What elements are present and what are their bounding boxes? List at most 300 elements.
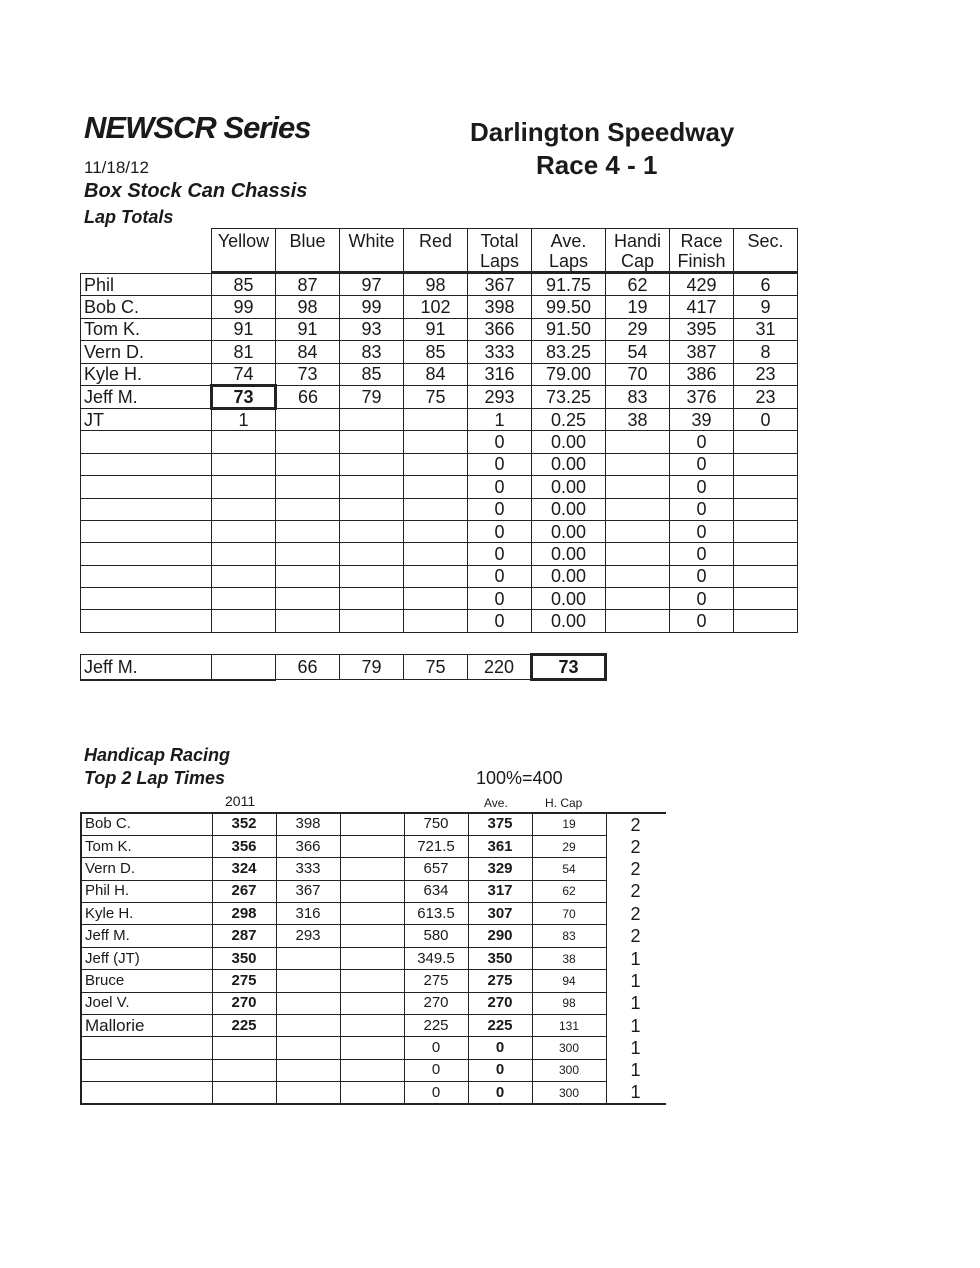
table-cell: 366 bbox=[276, 835, 340, 857]
table-cell bbox=[340, 565, 404, 587]
table-cell: 429 bbox=[670, 274, 734, 296]
driver-name bbox=[81, 543, 212, 565]
table-cell: 0 bbox=[468, 610, 532, 632]
table-cell: 91.50 bbox=[532, 318, 606, 340]
table-cell bbox=[606, 543, 670, 565]
table-cell: 75 bbox=[404, 385, 468, 408]
table-row bbox=[81, 431, 798, 453]
table-cell bbox=[340, 813, 404, 835]
table-cell bbox=[606, 431, 670, 453]
column-header bbox=[532, 229, 606, 273]
table-cell: 84 bbox=[276, 341, 340, 363]
table-cell bbox=[606, 588, 670, 610]
year-label: 2011 bbox=[225, 793, 256, 809]
table-cell: 329 bbox=[468, 858, 532, 880]
table-cell: 73 bbox=[212, 385, 276, 408]
table-cell bbox=[276, 588, 340, 610]
table-cell: 613.5 bbox=[404, 903, 468, 925]
table-cell: 1 bbox=[468, 408, 532, 430]
table-cell: 395 bbox=[670, 318, 734, 340]
table-cell: 83 bbox=[532, 925, 606, 947]
table-cell: 0.00 bbox=[532, 431, 606, 453]
table-cell: 73 bbox=[276, 363, 340, 385]
table-cell bbox=[212, 610, 276, 632]
percent-note: 100%=400 bbox=[476, 768, 563, 788]
table-cell: 0 bbox=[468, 543, 532, 565]
driver-name: Jeff M. bbox=[81, 925, 212, 947]
table-row bbox=[81, 588, 798, 610]
table-cell: 316 bbox=[468, 363, 532, 385]
table-cell: 267 bbox=[212, 880, 276, 902]
table-cell bbox=[276, 610, 340, 632]
table-cell bbox=[606, 565, 670, 587]
table-cell: 6 bbox=[734, 274, 798, 296]
table-cell: 0 bbox=[468, 453, 532, 475]
table-cell: 131 bbox=[532, 1015, 606, 1037]
table-cell: 8 bbox=[734, 341, 798, 363]
heat-count: 1 bbox=[630, 1082, 641, 1103]
table-cell: 298 bbox=[212, 903, 276, 925]
table-row bbox=[81, 565, 798, 587]
table-row bbox=[81, 835, 666, 857]
summary-table bbox=[80, 653, 607, 681]
lap-totals-table bbox=[80, 273, 798, 633]
table-row bbox=[81, 318, 798, 340]
table-cell: 316 bbox=[276, 903, 340, 925]
table-cell: 62 bbox=[606, 274, 670, 296]
table-cell bbox=[276, 1082, 340, 1104]
table-cell: 54 bbox=[606, 341, 670, 363]
table-cell: 0.00 bbox=[532, 476, 606, 498]
table-cell: 0 bbox=[670, 588, 734, 610]
table-cell: 98 bbox=[404, 274, 468, 296]
table-cell bbox=[404, 543, 468, 565]
table-cell: 0.00 bbox=[532, 543, 606, 565]
heat-count: 1 bbox=[630, 1038, 641, 1059]
heat-count: 1 bbox=[630, 948, 641, 969]
table-cell bbox=[606, 520, 670, 542]
table-cell bbox=[734, 453, 798, 475]
table-cell: 83.25 bbox=[532, 341, 606, 363]
table-cell: 398 bbox=[468, 296, 532, 318]
column-header bbox=[340, 229, 404, 273]
driver-name: Vern D. bbox=[81, 341, 212, 363]
table-cell bbox=[404, 565, 468, 587]
table-cell: 307 bbox=[468, 903, 532, 925]
table-cell: 361 bbox=[468, 835, 532, 857]
table-cell: 333 bbox=[468, 341, 532, 363]
table-cell: 275 bbox=[404, 970, 468, 992]
table-cell: 79.00 bbox=[532, 363, 606, 385]
table-cell bbox=[212, 1037, 276, 1059]
table-cell: 366 bbox=[468, 318, 532, 340]
table-cell bbox=[340, 588, 404, 610]
summary-cell: 79 bbox=[340, 655, 404, 680]
table-row bbox=[81, 520, 798, 542]
driver-name bbox=[81, 565, 212, 587]
table-cell: 417 bbox=[670, 296, 734, 318]
hcap-label: H. Cap bbox=[545, 796, 583, 810]
class-title: Box Stock Can Chassis bbox=[84, 180, 308, 202]
table-cell: 81 bbox=[212, 341, 276, 363]
table-cell bbox=[276, 1015, 340, 1037]
driver-name: Vern D. bbox=[81, 858, 212, 880]
table-cell: 293 bbox=[276, 925, 340, 947]
table-cell: 275 bbox=[212, 970, 276, 992]
table-cell bbox=[404, 453, 468, 475]
column-header-line1: Total bbox=[480, 231, 519, 251]
driver-name: Jeff M. bbox=[81, 385, 212, 408]
column-header-line1: Yellow bbox=[217, 231, 270, 251]
column-header-line1: Race bbox=[680, 231, 723, 251]
table-cell: 293 bbox=[468, 385, 532, 408]
table-cell: 750 bbox=[404, 813, 468, 835]
summary-cell: 66 bbox=[276, 655, 340, 680]
lap-table-header bbox=[211, 228, 798, 274]
table-cell: 91 bbox=[212, 318, 276, 340]
table-row bbox=[81, 274, 798, 296]
table-cell bbox=[404, 476, 468, 498]
table-cell bbox=[404, 431, 468, 453]
table-row bbox=[81, 970, 666, 992]
table-cell bbox=[734, 543, 798, 565]
table-cell: 29 bbox=[532, 835, 606, 857]
table-cell: 62 bbox=[532, 880, 606, 902]
table-cell: 287 bbox=[212, 925, 276, 947]
column-header-line2: Finish bbox=[677, 251, 726, 271]
table-row bbox=[81, 498, 798, 520]
table-cell: 0 bbox=[404, 1059, 468, 1081]
table-cell bbox=[340, 431, 404, 453]
summary-row bbox=[81, 655, 606, 680]
heat-count: 2 bbox=[630, 814, 641, 835]
table-cell: 270 bbox=[468, 992, 532, 1014]
ave-label: Ave. bbox=[484, 796, 508, 810]
table-cell bbox=[340, 453, 404, 475]
table-cell: 0 bbox=[468, 565, 532, 587]
column-header-line2: Laps bbox=[548, 251, 589, 271]
table-cell bbox=[734, 498, 798, 520]
table-cell: 0 bbox=[404, 1037, 468, 1059]
table-cell: 367 bbox=[276, 880, 340, 902]
table-cell bbox=[212, 453, 276, 475]
table-cell: 0 bbox=[670, 565, 734, 587]
table-cell: 66 bbox=[276, 385, 340, 408]
driver-name bbox=[81, 498, 212, 520]
table-cell: 70 bbox=[532, 903, 606, 925]
driver-name: Phil bbox=[81, 274, 212, 296]
table-cell: 85 bbox=[340, 363, 404, 385]
table-cell: 84 bbox=[404, 363, 468, 385]
column-header-line2: Laps bbox=[479, 251, 520, 271]
table-cell: 386 bbox=[670, 363, 734, 385]
table-cell: 0 bbox=[670, 543, 734, 565]
table-cell: 85 bbox=[404, 341, 468, 363]
table-cell bbox=[212, 1082, 276, 1104]
table-cell bbox=[276, 565, 340, 587]
table-row bbox=[81, 1059, 666, 1081]
table-cell bbox=[340, 858, 404, 880]
table-row bbox=[81, 1037, 666, 1059]
heat-count: 2 bbox=[630, 903, 641, 924]
table-cell: 9 bbox=[734, 296, 798, 318]
driver-name bbox=[81, 1059, 212, 1081]
table-cell bbox=[276, 520, 340, 542]
table-cell bbox=[606, 476, 670, 498]
table-cell: 300 bbox=[532, 1059, 606, 1081]
table-cell: 0 bbox=[468, 1082, 532, 1104]
table-cell bbox=[340, 970, 404, 992]
table-row bbox=[81, 543, 798, 565]
table-cell bbox=[212, 1059, 276, 1081]
table-cell: 0.00 bbox=[532, 565, 606, 587]
table-cell: 1 bbox=[212, 408, 276, 430]
column-header bbox=[468, 229, 532, 273]
table-cell bbox=[212, 498, 276, 520]
column-header-line1: White bbox=[348, 231, 395, 251]
table-cell bbox=[606, 498, 670, 520]
race-title: Race 4 - 1 bbox=[536, 150, 658, 180]
summary-cell: 73 bbox=[532, 655, 606, 680]
table-cell: 0 bbox=[468, 476, 532, 498]
table-cell: 275 bbox=[468, 970, 532, 992]
handicap-title: Handicap Racing bbox=[84, 745, 231, 765]
column-header bbox=[212, 229, 276, 273]
table-row bbox=[81, 363, 798, 385]
table-cell: 54 bbox=[532, 858, 606, 880]
table-row bbox=[81, 858, 666, 880]
table-cell bbox=[340, 610, 404, 632]
table-cell: 38 bbox=[532, 947, 606, 969]
table-cell: 350 bbox=[212, 947, 276, 969]
table-row bbox=[81, 947, 666, 969]
driver-name bbox=[81, 1037, 212, 1059]
table-cell: 0 bbox=[468, 498, 532, 520]
heat-count: 2 bbox=[630, 881, 641, 902]
table-cell bbox=[340, 543, 404, 565]
table-cell: 324 bbox=[212, 858, 276, 880]
table-cell: 0 bbox=[468, 520, 532, 542]
table-row bbox=[81, 453, 798, 475]
table-cell: 79 bbox=[340, 385, 404, 408]
driver-name: Tom K. bbox=[81, 318, 212, 340]
column-header bbox=[404, 229, 468, 273]
table-cell: 0 bbox=[734, 408, 798, 430]
column-header-line1: Blue bbox=[289, 231, 326, 251]
column-header bbox=[276, 229, 340, 273]
column-header-line1: Sec. bbox=[747, 231, 784, 251]
driver-name bbox=[81, 520, 212, 542]
table-cell bbox=[212, 520, 276, 542]
driver-name: Tom K. bbox=[81, 835, 212, 857]
table-cell bbox=[212, 565, 276, 587]
table-cell: 91 bbox=[404, 318, 468, 340]
table-cell bbox=[340, 1037, 404, 1059]
table-cell: 225 bbox=[404, 1015, 468, 1037]
table-cell bbox=[404, 408, 468, 430]
driver-name: Jeff (JT) bbox=[81, 947, 212, 969]
table-cell bbox=[276, 408, 340, 430]
race-date: 11/18/12 bbox=[84, 158, 149, 177]
table-cell: 19 bbox=[532, 813, 606, 835]
table-cell: 0 bbox=[468, 1059, 532, 1081]
table-cell: 23 bbox=[734, 363, 798, 385]
table-row bbox=[81, 813, 666, 835]
table-row bbox=[81, 992, 666, 1014]
handicap-table bbox=[80, 812, 666, 1105]
driver-name: Bob C. bbox=[81, 296, 212, 318]
series-title: NEWSCR Series bbox=[84, 110, 311, 145]
table-cell: 367 bbox=[468, 274, 532, 296]
table-cell bbox=[734, 565, 798, 587]
column-header-line1: Ave. bbox=[550, 231, 587, 251]
table-row bbox=[81, 476, 798, 498]
table-cell: 0.00 bbox=[532, 453, 606, 475]
table-cell: 0 bbox=[670, 498, 734, 520]
table-cell: 398 bbox=[276, 813, 340, 835]
table-cell: 98 bbox=[532, 992, 606, 1014]
table-row bbox=[81, 880, 666, 902]
table-cell bbox=[276, 498, 340, 520]
table-cell: 29 bbox=[606, 318, 670, 340]
table-cell bbox=[340, 947, 404, 969]
table-cell bbox=[276, 1037, 340, 1059]
table-cell bbox=[404, 610, 468, 632]
heat-count: 2 bbox=[630, 836, 641, 857]
table-cell bbox=[276, 543, 340, 565]
table-cell: 0 bbox=[468, 588, 532, 610]
table-cell: 375 bbox=[468, 813, 532, 835]
table-cell: 0 bbox=[468, 1037, 532, 1059]
table-cell bbox=[276, 476, 340, 498]
driver-name: Mallorie bbox=[81, 1015, 212, 1037]
table-cell: 300 bbox=[532, 1037, 606, 1059]
heat-count: 1 bbox=[630, 970, 641, 991]
table-cell bbox=[340, 1015, 404, 1037]
table-cell: 0 bbox=[404, 1082, 468, 1104]
table-cell bbox=[734, 520, 798, 542]
table-cell bbox=[276, 947, 340, 969]
table-cell: 91.75 bbox=[532, 274, 606, 296]
table-cell bbox=[606, 453, 670, 475]
table-cell: 0.00 bbox=[532, 520, 606, 542]
table-cell: 0 bbox=[670, 476, 734, 498]
driver-name bbox=[81, 610, 212, 632]
table-cell: 0.25 bbox=[532, 408, 606, 430]
table-cell bbox=[340, 498, 404, 520]
table-cell: 38 bbox=[606, 408, 670, 430]
table-row bbox=[81, 385, 798, 408]
table-cell bbox=[212, 431, 276, 453]
table-row bbox=[81, 408, 798, 430]
driver-name: Bruce bbox=[81, 970, 212, 992]
summary-cell: 220 bbox=[468, 655, 532, 680]
table-cell bbox=[340, 1059, 404, 1081]
driver-name: Kyle H. bbox=[81, 363, 212, 385]
table-cell: 376 bbox=[670, 385, 734, 408]
driver-name: JT bbox=[81, 408, 212, 430]
table-row bbox=[81, 903, 666, 925]
table-cell bbox=[606, 610, 670, 632]
handicap-subtitle: Top 2 Lap Times bbox=[84, 768, 226, 788]
heat-count: 1 bbox=[630, 1060, 641, 1081]
table-cell: 356 bbox=[212, 835, 276, 857]
summary-cell bbox=[212, 655, 276, 680]
table-cell bbox=[404, 588, 468, 610]
table-cell: 97 bbox=[340, 274, 404, 296]
table-cell: 0 bbox=[670, 431, 734, 453]
table-cell bbox=[340, 903, 404, 925]
table-cell: 94 bbox=[532, 970, 606, 992]
table-cell: 225 bbox=[468, 1015, 532, 1037]
track-title: Darlington Speedway bbox=[470, 117, 735, 147]
table-cell: 93 bbox=[340, 318, 404, 340]
table-cell: 102 bbox=[404, 296, 468, 318]
table-cell: 0.00 bbox=[532, 588, 606, 610]
table-cell bbox=[340, 992, 404, 1014]
heat-count: 1 bbox=[630, 993, 641, 1014]
table-cell bbox=[340, 476, 404, 498]
table-cell: 0 bbox=[468, 431, 532, 453]
table-cell: 70 bbox=[606, 363, 670, 385]
table-cell: 225 bbox=[212, 1015, 276, 1037]
driver-name: Bob C. bbox=[81, 813, 212, 835]
driver-name bbox=[81, 476, 212, 498]
table-cell: 270 bbox=[404, 992, 468, 1014]
column-header bbox=[606, 229, 670, 273]
table-cell: 99.50 bbox=[532, 296, 606, 318]
table-cell: 19 bbox=[606, 296, 670, 318]
table-cell: 270 bbox=[212, 992, 276, 1014]
table-cell: 83 bbox=[606, 385, 670, 408]
section-title: Lap Totals bbox=[84, 207, 174, 227]
table-cell: 0 bbox=[670, 453, 734, 475]
table-cell: 98 bbox=[276, 296, 340, 318]
table-cell: 99 bbox=[212, 296, 276, 318]
driver-name bbox=[81, 431, 212, 453]
table-cell: 352 bbox=[212, 813, 276, 835]
table-row bbox=[81, 925, 666, 947]
table-cell: 350 bbox=[468, 947, 532, 969]
table-cell: 317 bbox=[468, 880, 532, 902]
table-cell: 0 bbox=[670, 520, 734, 542]
table-cell: 31 bbox=[734, 318, 798, 340]
table-cell bbox=[340, 408, 404, 430]
header-row bbox=[212, 229, 798, 273]
table-cell bbox=[734, 610, 798, 632]
driver-name: Joel V. bbox=[81, 992, 212, 1014]
heat-count: 2 bbox=[630, 926, 641, 947]
table-cell bbox=[340, 880, 404, 902]
table-cell bbox=[276, 970, 340, 992]
table-cell: 657 bbox=[404, 858, 468, 880]
column-header-line1: Red bbox=[418, 231, 453, 251]
table-cell bbox=[404, 498, 468, 520]
column-header bbox=[670, 229, 734, 273]
heat-count: 2 bbox=[630, 858, 641, 879]
table-cell: 349.5 bbox=[404, 947, 468, 969]
column-header-line1: Handi bbox=[613, 231, 662, 251]
table-cell bbox=[276, 992, 340, 1014]
table-cell: 721.5 bbox=[404, 835, 468, 857]
table-cell: 74 bbox=[212, 363, 276, 385]
table-cell: 23 bbox=[734, 385, 798, 408]
table-cell bbox=[276, 431, 340, 453]
table-cell bbox=[340, 520, 404, 542]
table-cell bbox=[212, 543, 276, 565]
table-cell: 290 bbox=[468, 925, 532, 947]
table-cell: 85 bbox=[212, 274, 276, 296]
